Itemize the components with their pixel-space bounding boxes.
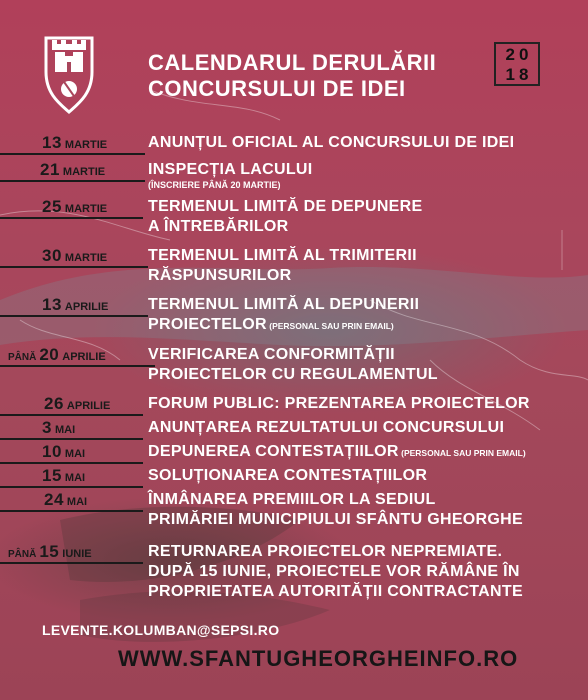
event-month: MARTIE [64, 203, 108, 215]
event-description [148, 542, 523, 602]
event-day: 3 [42, 418, 52, 437]
event-description-line: ANUNȚUL OFICIAL AL CONCURSULUI DE IDEI [148, 134, 515, 151]
event-description-line: FORUM PUBLIC: PREZENTAREA PROIECTELOR [148, 395, 530, 412]
event-day: 30 [42, 246, 62, 265]
event-description [148, 418, 504, 438]
event-subnote: (ÎNSCRIERE PÂNĂ 20 MARTIE) [148, 180, 281, 190]
event-description-line: TERMENUL LIMITĂ AL DEPUNERII [148, 296, 420, 313]
city-coat-of-arms-icon [42, 34, 96, 116]
poster-title-line-2: CONCURSULUI DE IDEI [148, 76, 406, 101]
event-date-prefix: PÂNĂ [8, 549, 37, 560]
event-divider-line [0, 180, 145, 182]
event-date [42, 295, 108, 315]
website-url[interactable]: WWW.SFANTUGHEORGHEINFO.RO [118, 646, 519, 671]
event-date [44, 394, 110, 414]
event-divider-line [0, 462, 143, 464]
event-description-line: DUPĂ 15 IUNIE, PROIECTELE VOR RĂMÂNE ÎN [148, 563, 520, 580]
event-divider-line [0, 217, 143, 219]
event-description-line: TERMENUL LIMITĂ AL TRIMITERII [148, 247, 417, 264]
event-month: MARTIE [64, 139, 108, 151]
event-day: 26 [44, 394, 64, 413]
event-month: APRILIE [66, 400, 111, 412]
event-divider-line [0, 510, 143, 512]
event-description-line: ÎNMÂNAREA PREMIILOR LA SEDIUL [148, 491, 436, 508]
event-date [42, 197, 107, 217]
event-description [148, 442, 526, 463]
event-divider-line [0, 414, 143, 416]
event-description [148, 466, 427, 486]
event-day: 13 [42, 295, 62, 314]
event-description-line: SOLUȚIONAREA CONTESTAȚIILOR [148, 467, 428, 484]
event-date [42, 466, 85, 486]
event-divider-line [0, 315, 148, 317]
event-description-line: A ÎNTREBĂRILOR [148, 218, 289, 235]
event-description [148, 133, 514, 153]
event-month: IUNIE [62, 548, 92, 560]
event-description-line: DEPUNEREA CONTESTAȚIILOR (PERSONAL SAU PRIN EMAIL) [148, 443, 526, 460]
event-month: MAI [64, 472, 86, 484]
year-badge [494, 42, 540, 86]
event-description-line: TERMENUL LIMITĂ DE DEPUNERE [148, 198, 423, 215]
event-description [148, 197, 422, 237]
poster-title-line-1: CALENDARUL DERULĂRII [148, 50, 437, 75]
year-badge-bottom: 18 [505, 65, 533, 84]
event-day: 15 [42, 466, 62, 485]
event-divider-line [0, 438, 143, 440]
event-month: APRILIE [62, 351, 106, 363]
event-month: MARTIE [62, 166, 106, 178]
event-date [40, 160, 105, 180]
event-description-line: PROIECTELOR CU REGULAMENTUL [148, 366, 438, 383]
event-divider-line [0, 486, 143, 488]
event-description-line: PROIECTELOR (PERSONAL SAU PRIN EMAIL) [148, 316, 394, 333]
event-divider-line [0, 153, 145, 155]
event-description-line: VERIFICAREA CONFORMITĂȚII [148, 346, 395, 363]
event-divider-line [0, 266, 148, 268]
event-date [42, 418, 75, 438]
event-description-line: PRIMĂRIEI MUNICIPIULUI SFÂNTU GHEORGHE [148, 511, 523, 528]
event-description-line: ANUNȚAREA REZULTATULUI CONCURSULUI [148, 419, 505, 436]
event-day: 15 [39, 542, 60, 561]
event-date [8, 542, 92, 562]
event-description-line: RĂSPUNSURILOR [148, 267, 292, 284]
event-month: MAI [66, 496, 88, 508]
event-month: MAI [64, 448, 86, 460]
event-month: APRILIE [64, 301, 109, 313]
event-day: 20 [39, 345, 60, 364]
event-day: 24 [44, 490, 64, 509]
event-description-line: INSPECȚIA LACULUI [148, 161, 313, 178]
contact-email[interactable]: LEVENTE.KOLUMBAN@SEPSI.RO [42, 622, 280, 638]
event-description [148, 246, 417, 286]
event-description [148, 490, 523, 530]
event-divider-line [0, 365, 155, 367]
event-date [42, 133, 107, 153]
event-description [148, 345, 438, 385]
event-day: 13 [42, 133, 62, 152]
event-day: 10 [42, 442, 62, 461]
event-date [42, 246, 107, 266]
event-description-line: PROPRIETATEA AUTORITĂȚII CONTRACTANTE [148, 583, 523, 600]
event-note: (PERSONAL SAU PRIN EMAIL) [398, 448, 526, 458]
event-note: (PERSONAL SAU PRIN EMAIL) [266, 321, 394, 331]
event-day: 21 [40, 160, 60, 179]
event-description [148, 295, 419, 336]
event-date [8, 345, 106, 365]
event-description [148, 394, 530, 414]
event-date [42, 442, 85, 462]
year-badge-top: 20 [505, 45, 533, 64]
event-divider-line [0, 562, 143, 564]
event-day: 25 [42, 197, 62, 216]
event-date-prefix: PÂNĂ [8, 352, 37, 363]
event-month: MAI [54, 424, 76, 436]
event-description [148, 160, 313, 180]
event-description-line: RETURNAREA PROIECTELOR NEPREMIATE. [148, 543, 503, 560]
event-date [44, 490, 87, 510]
event-month: MARTIE [64, 252, 108, 264]
